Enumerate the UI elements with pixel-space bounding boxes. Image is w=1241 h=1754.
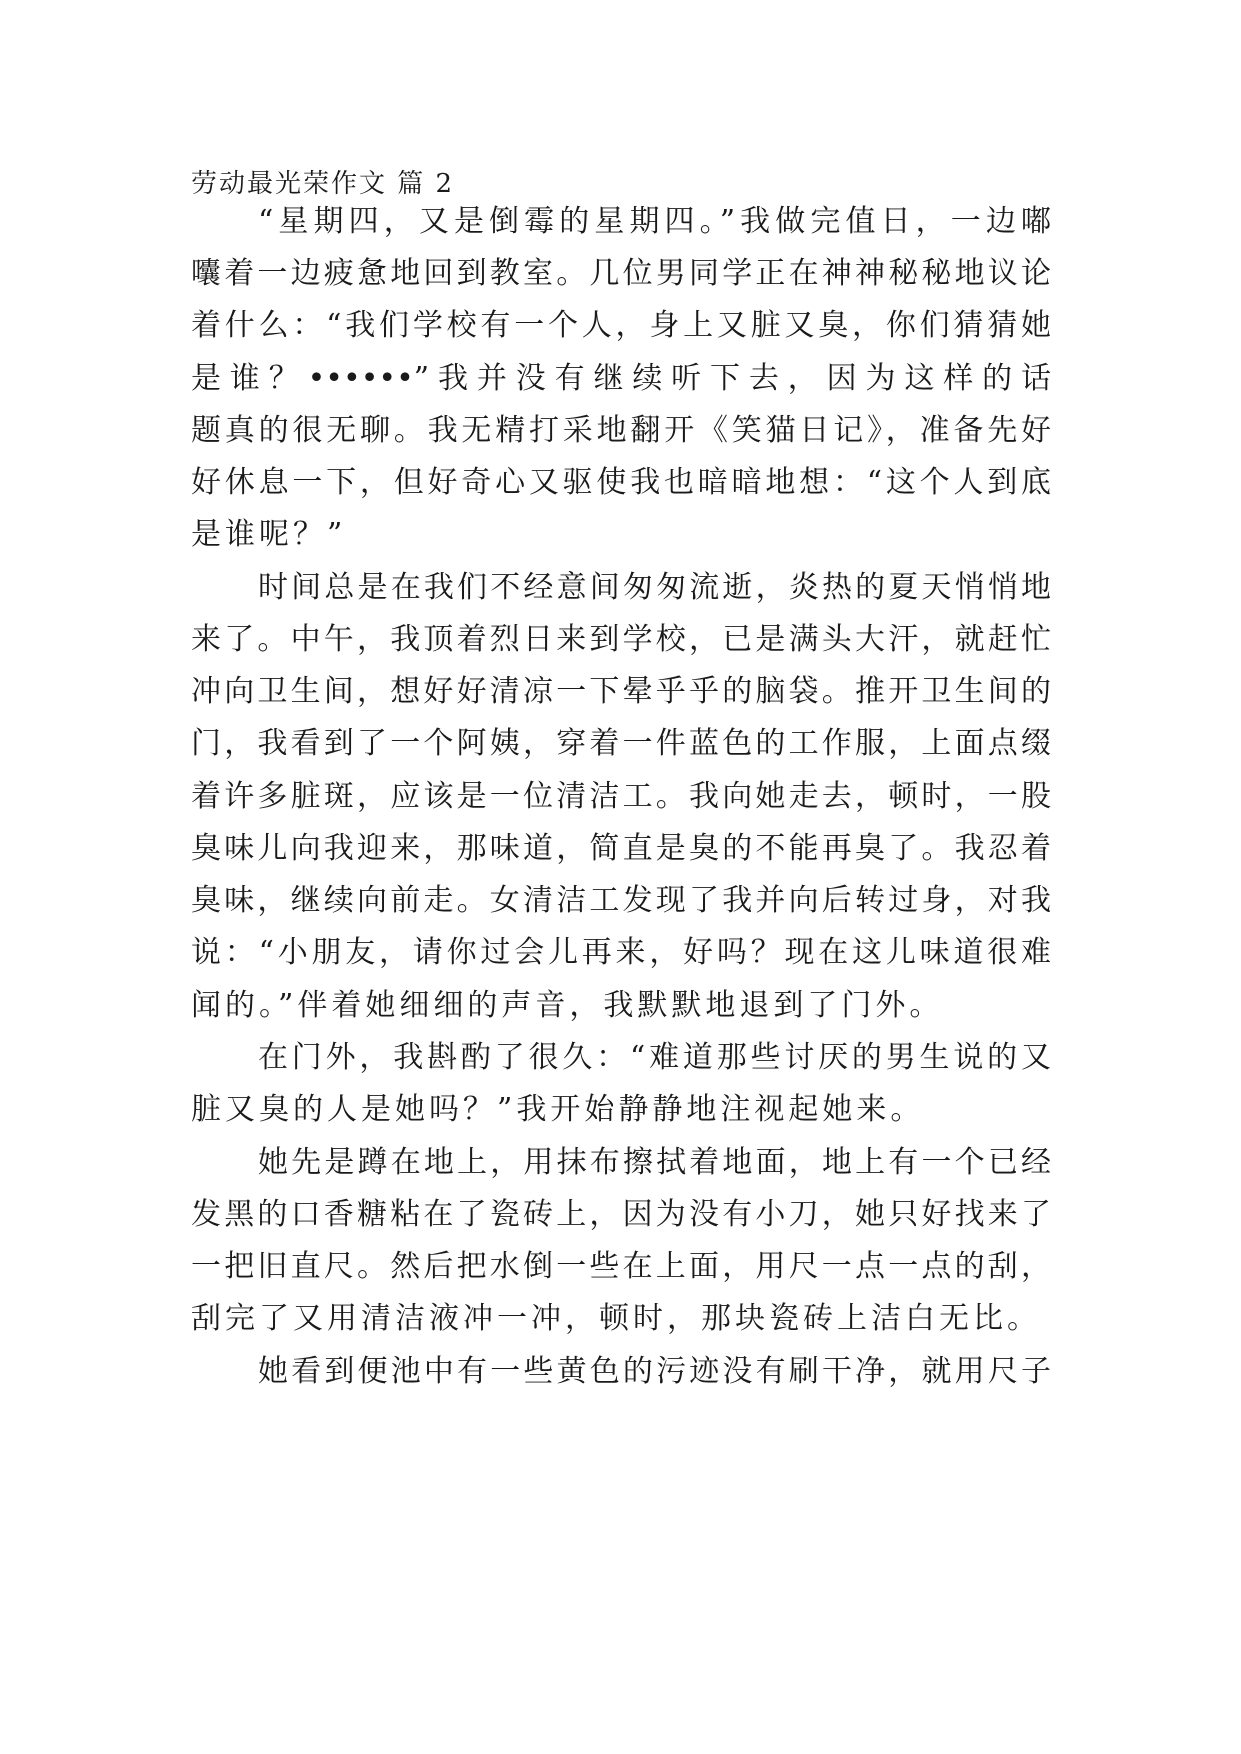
paragraph-1-line-6: 好休息一下，但好奇心又驱使我也暗暗地想：“这个人到底 <box>191 465 1051 500</box>
paragraph-2-line-2: 来了。中午，我顶着烈日来到学校，已是满头大汗，就赶忙 <box>191 622 1051 657</box>
paragraph-2-line-4: 门，我看到了一个阿姨，穿着一件蓝色的工作服，上面点缀 <box>191 726 1051 761</box>
paragraph-2-line-8: 说：“小朋友，请你过会儿再来，好吗？现在这儿味道很难 <box>191 935 1051 970</box>
paragraph-3-line-1: 在门外，我斟酌了很久：“难道那些讨厌的男生说的又 <box>258 1040 1051 1075</box>
paragraph-1-line-2: 囔着一边疲惫地回到教室。几位男同学正在神神秘秘地议论 <box>191 256 1051 291</box>
paragraph-2-line-3: 冲向卫生间，想好好清凉一下晕乎乎的脑袋。推开卫生间的 <box>191 674 1051 709</box>
paragraph-4-line-3: 一把旧直尺。然后把水倒一些在上面，用尺一点一点的刮， <box>191 1249 1051 1284</box>
paragraph-2-line-7: 臭味，继续向前走。女清洁工发现了我并向后转过身，对我 <box>191 883 1051 918</box>
paragraph-1-line-7: 是谁呢？” <box>191 517 347 552</box>
paragraph-2-line-5: 着许多脏斑，应该是一位清洁工。我向她走去，顿时，一股 <box>191 779 1051 814</box>
paragraph-4-line-1: 她先是蹲在地上，用抹布擦拭着地面，地上有一个已经 <box>258 1145 1051 1180</box>
document-title: 劳动最光荣作文 篇 2 <box>191 169 455 199</box>
paragraph-4-line-4: 刮完了又用清洁液冲一冲，顿时，那块瓷砖上洁白无比。 <box>191 1301 1041 1336</box>
paragraph-4-line-2: 发黑的口香糖粘在了瓷砖上，因为没有小刀，她只好找来了 <box>191 1197 1051 1232</box>
paragraph-2-line-6: 臭味儿向我迎来，那味道，简直是臭的不能再臭了。我忍着 <box>191 831 1051 866</box>
paragraph-2-line-9: 闻的。”伴着她细细的声音，我默默地退到了门外。 <box>191 988 944 1023</box>
paragraph-5-line-1: 她看到便池中有一些黄色的污迹没有刷干净，就用尺子 <box>258 1354 1051 1389</box>
paragraph-1-line-4: 是谁？••••••”我并没有继续听下去，因为这样的话 <box>191 361 1051 396</box>
paragraph-1-line-3: 着什么：“我们学校有一个人，身上又脏又臭，你们猜猜她 <box>191 308 1051 343</box>
paragraph-2-line-1: 时间总是在我们不经意间匆匆流逝，炎热的夏天悄悄地 <box>258 570 1051 605</box>
paragraph-1-line-5: 题真的很无聊。我无精打采地翻开《笑猫日记》，准备先好 <box>191 413 1051 448</box>
paragraph-3-line-2: 脏又臭的人是她吗？”我开始静静地注视起她来。 <box>191 1092 925 1127</box>
paragraph-1-line-1: “星期四，又是倒霉的星期四。”我做完值日，一边嘟 <box>258 204 1051 239</box>
